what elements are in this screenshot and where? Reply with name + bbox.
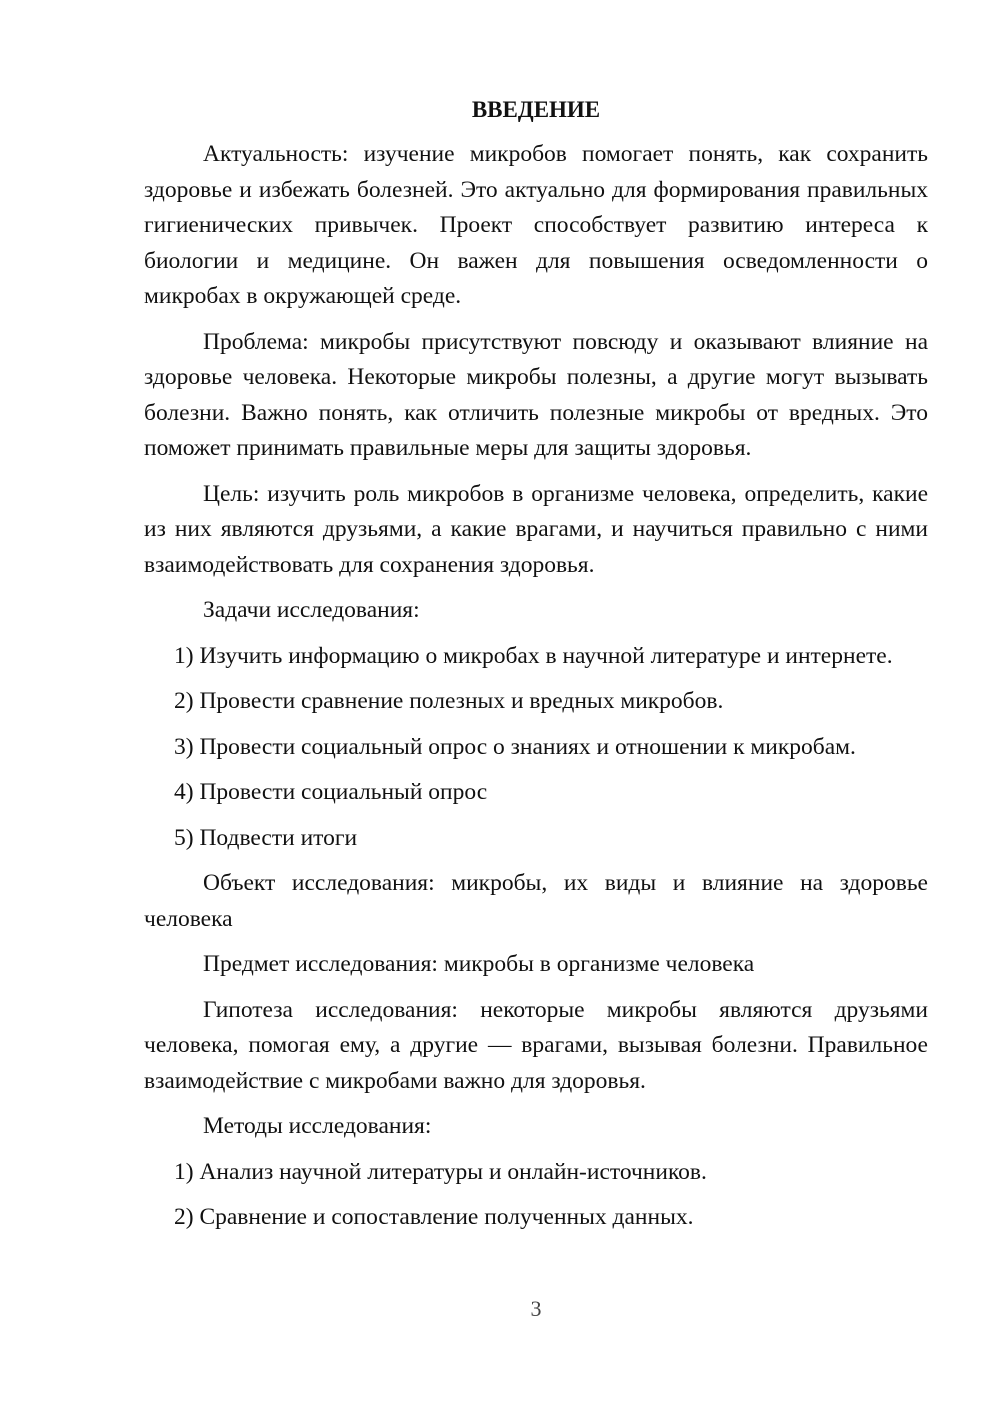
subject-paragraph: Предмет исследования: микробы в организме человека [203,951,755,977]
page-content [144,92,928,1246]
task-item-3: 3) Провести социальный опрос о знаниях и отношении к микробам. [174,733,856,760]
method-item-1: 1) Анализ научной литературы и онлайн-источников. [174,1158,707,1185]
page-number: 3 [530,1296,542,1321]
task-item-2: 2) Провести сравнение полезных и вредных микробов. [174,688,724,714]
method-item-2: 2) Сравнение и сопоставление полученных данных. [174,1204,694,1230]
goal-paragraph: Цель: изучить роль микробов в организме человека, определить, какие из них являются друзьями, а какие врагами, и научиться правильно с ними взаимодействовать для сохранения здоровья. [144,480,928,578]
relevance-paragraph: Актуальность: изучение микробов помогает понять, как сохранить здоровье и избежать болезней. Это актуально для формирования правильных гигиенических привычек. Проект способствует развитию интереса к биологии и медицине. Он важен для повышения осведомленности о микробах в окружающей среде. [144,141,928,309]
task-item-5: 5) Подвести итоги [174,824,358,851]
object-paragraph: Объект исследования: микробы, их виды и влияние на здоровье человека [144,870,928,932]
hypothesis-paragraph: Гипотеза исследования: некоторые микробы являются друзьями человека, помогая ему, а другие — врагами, вызывая болезни. Правильное взаимодействие с микробами важно для здоровья. [144,996,928,1094]
problem-paragraph: Проблема: микробы присутствуют повсюду и оказывают влияние на здоровье человека. Некоторые микробы полезны, а другие могут вызывать болезни. Важно понять, как отличить полезные микробы от вредных. Это поможет принимать правильные меры для защиты здоровья. [144,328,928,461]
task-item-4: 4) Провести социальный опрос [174,779,488,805]
section-heading: ВВЕДЕНИЕ [471,97,601,122]
tasks-label: Задачи исследования: [203,597,420,623]
methods-label: Методы исследования: [203,1113,432,1139]
task-item-1: 1) Изучить информацию о микробах в научной литературе и интернете. [174,642,893,669]
